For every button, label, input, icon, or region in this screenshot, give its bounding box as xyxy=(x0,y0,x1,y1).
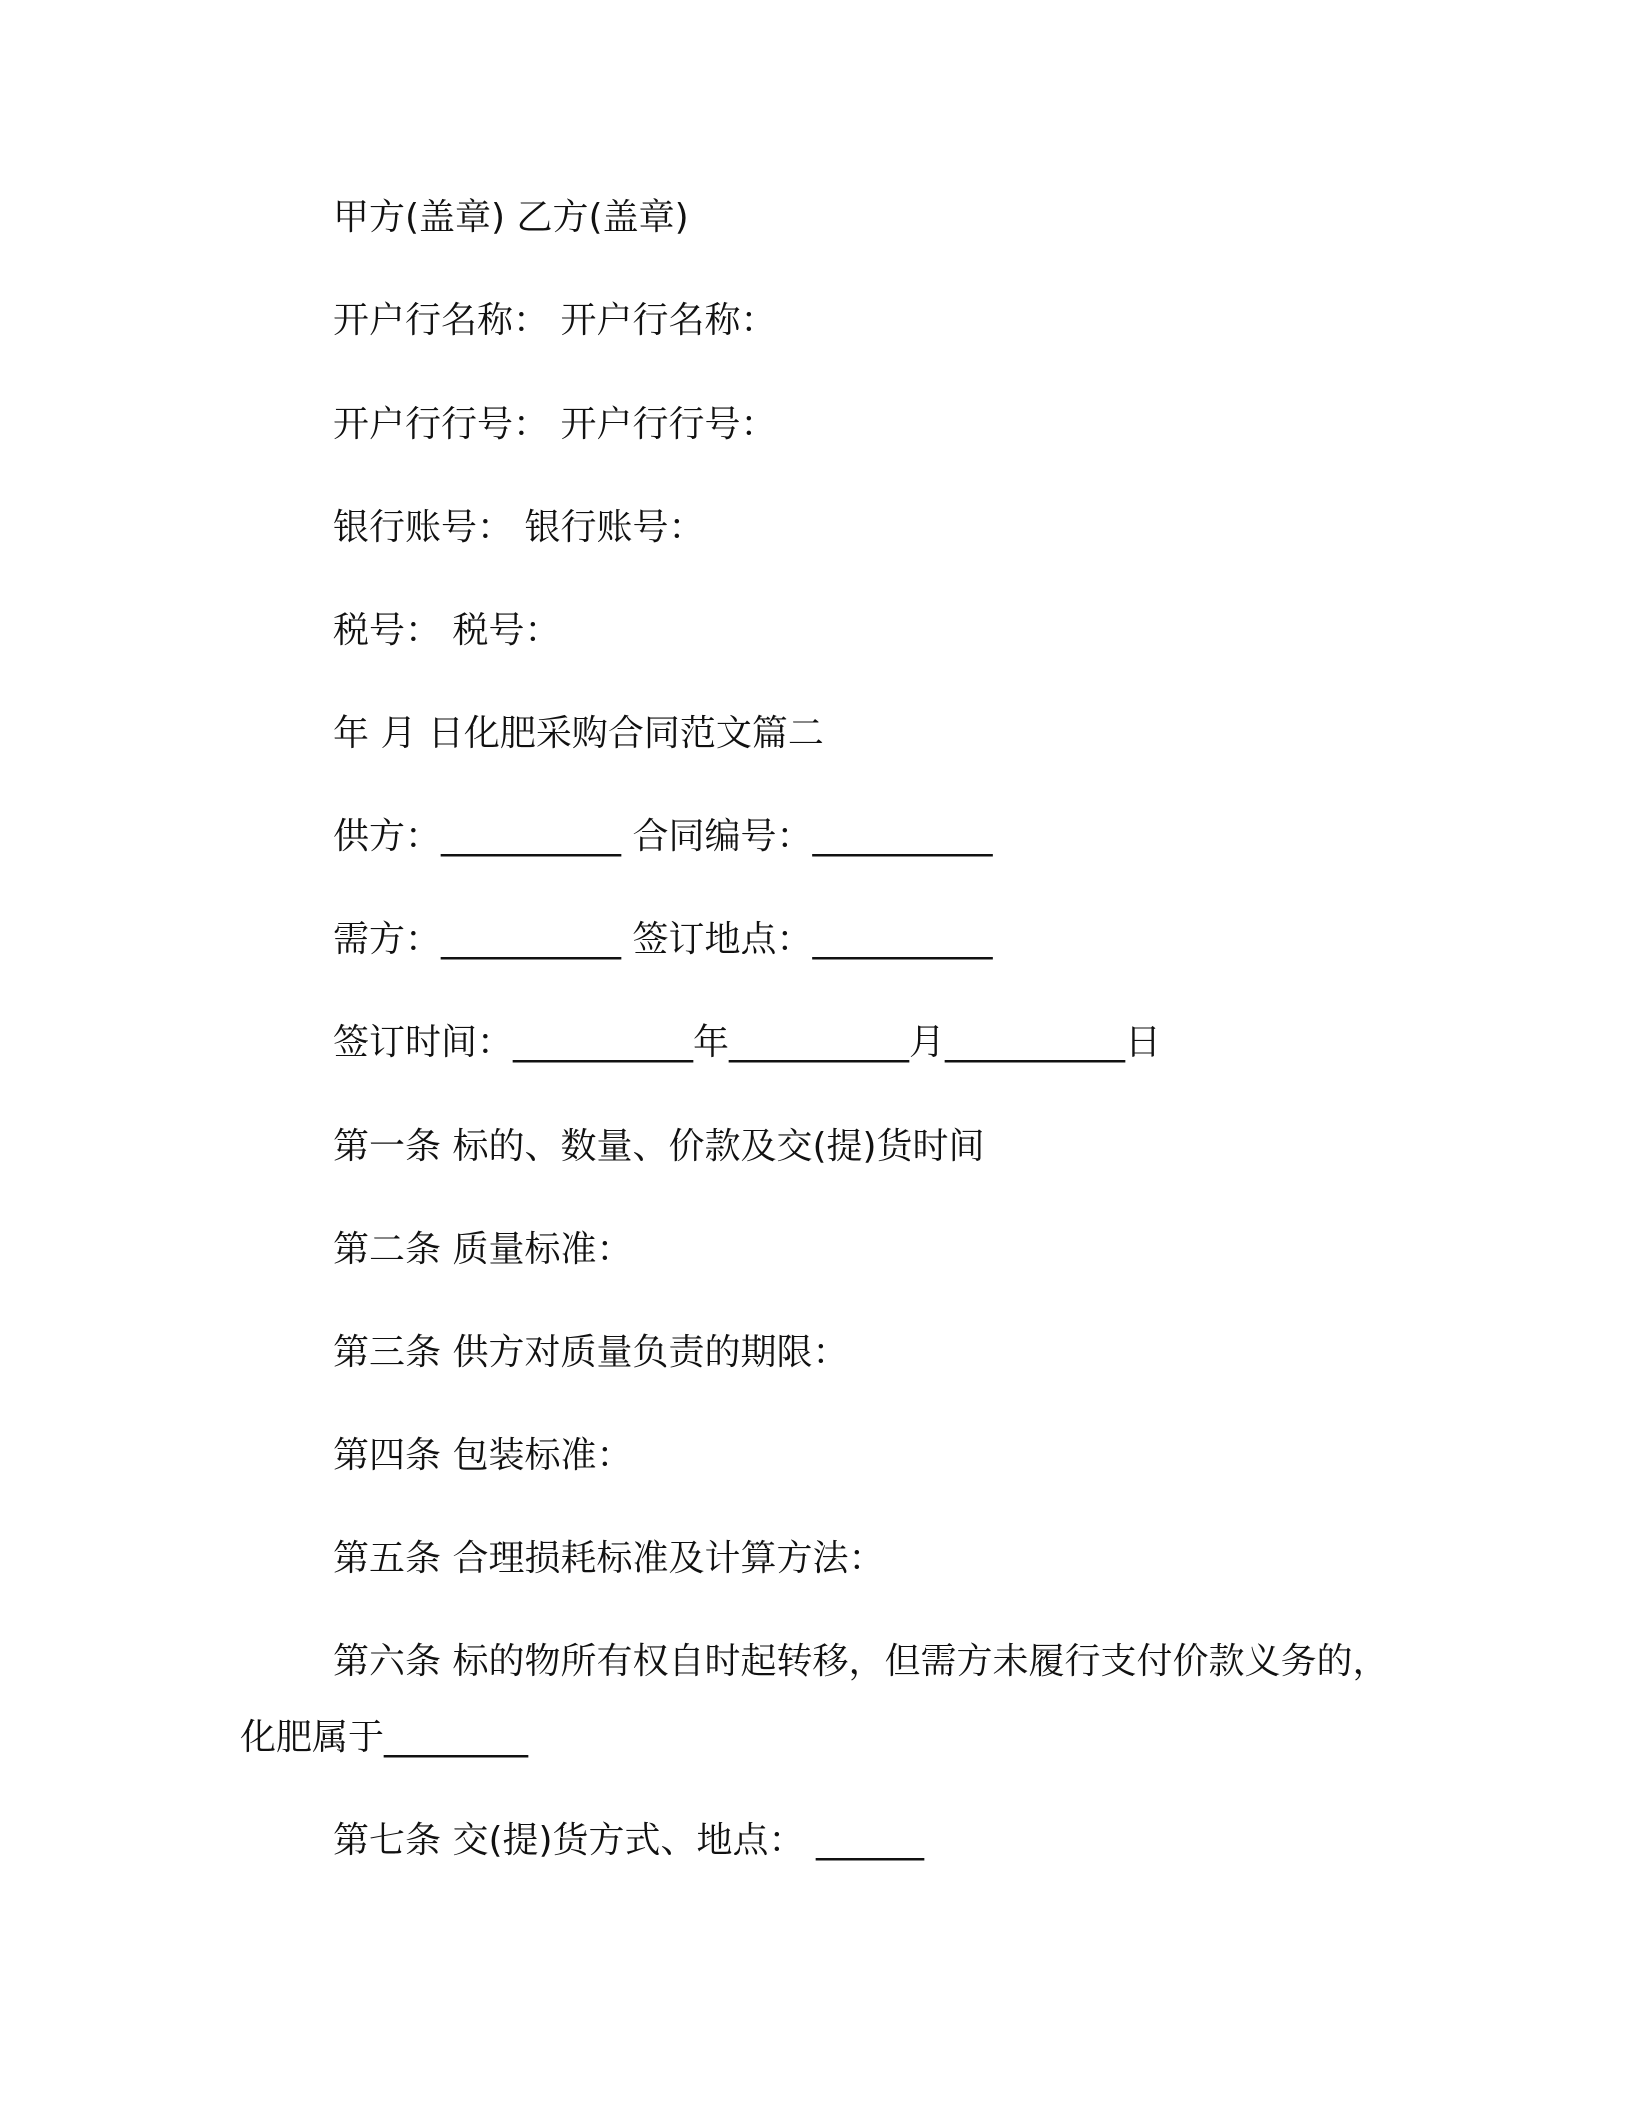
article-5: 第五条 合理损耗标准及计算方法： xyxy=(333,1538,885,1579)
party-seal-line: 甲方(盖章) 乙方(盖章) xyxy=(333,197,689,238)
buyer-line: 需方：__________ 签订地点：__________ xyxy=(333,919,993,960)
bank-name-line: 开户行名称： 开户行名称： xyxy=(333,300,777,341)
article-1: 第一条 标的、数量、价款及交(提)货时间 xyxy=(333,1126,985,1167)
signing-time-line: 签订时间：__________年__________月__________日 xyxy=(333,1022,1162,1063)
bank-account-line: 银行账号： 银行账号： xyxy=(333,507,705,548)
article-6-continuation: 化肥属于________ xyxy=(240,1717,529,1758)
article-3: 第三条 供方对质量负责的期限： xyxy=(333,1332,849,1373)
article-4: 第四条 包装标准： xyxy=(333,1435,633,1476)
bank-code-line: 开户行行号： 开户行行号： xyxy=(333,404,777,445)
supplier-line: 供方：__________ 合同编号：__________ xyxy=(333,816,993,857)
article-6: 第六条 标的物所有权自时起转移，但需方未履行支付价款义务的， xyxy=(333,1641,1389,1682)
date-and-title-line: 年 月 日化肥采购合同范文篇二 xyxy=(333,713,824,754)
article-2: 第二条 质量标准： xyxy=(333,1229,633,1270)
tax-number-line: 税号： 税号： xyxy=(333,610,561,651)
article-7: 第七条 交(提)货方式、地点： ______ xyxy=(333,1820,924,1861)
